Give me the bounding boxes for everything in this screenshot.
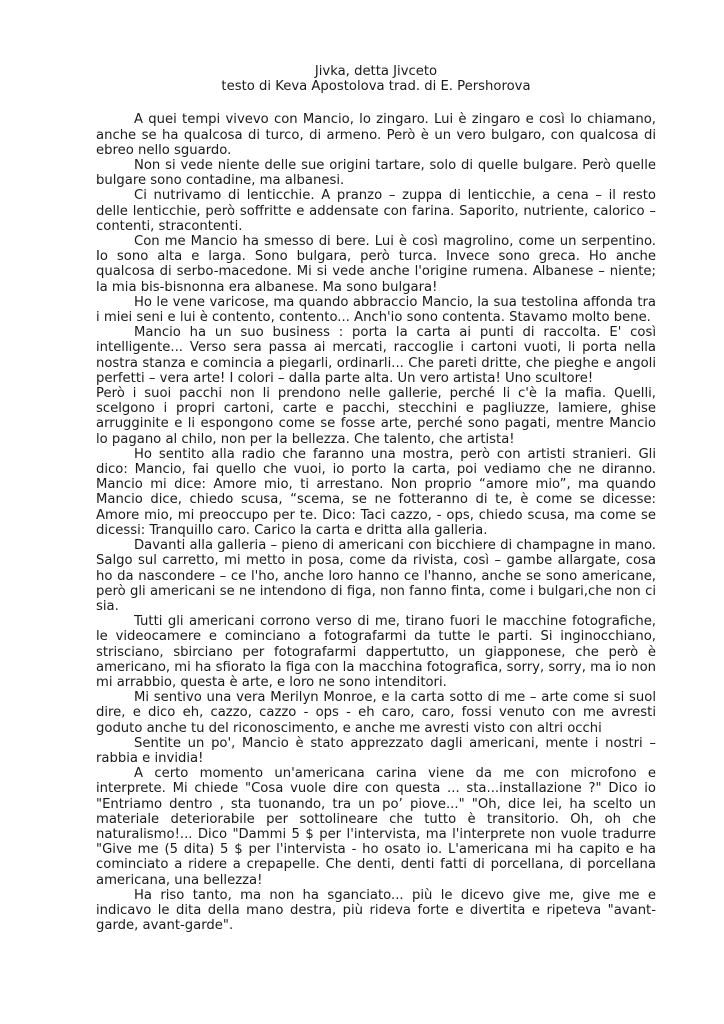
paragraph: Mi sentivo una vera Merilyn Monroe, e la carta sotto di me – arte come si suol dire, e dico eh, cazzo, cazzo - ops - eh caro, caro, fossi venuto con me avresti goduto anche tu del riconoscimento, e anche me avresti visto con altri occhi <box>96 690 656 736</box>
document-page <box>96 64 656 933</box>
paragraph: Ho le vene varicose, ma quando abbraccio Mancio, la sua testolina affonda tra i miei seni e lui è contento, contento... Anch'io sono contenta. Stavamo molto bene. <box>96 294 656 326</box>
document-title: Jivka, detta Jivceto <box>314 64 438 79</box>
paragraph: Ha riso tanto, ma non ha sganciato... più le dicevo give me, give me e indicavo le dita della mano destra, più rideva forte e divertita e ripeteva "avant-garde, avant-garde". <box>96 887 656 934</box>
paragraph: Con me Mancio ha smesso di bere. Lui è così magrolino, come un serpentino. Io sono alta e larga. Sono bulgara, però turca. Invece sono greca. Ho anche qualcosa di serbo-macedone. Mi si vede anche l'origine rumena. Albanese – niente; la mia bis-bisnonna era albanese. Ma sono bulgara! <box>96 234 656 295</box>
paragraph: Però i suoi pacchi non li prendono nelle gallerie, perché li c'è la mafia. Quelli, scelgono i propri cartoni, carte e pacchi, stecchini e pagliuzze, lamiere, ghise arrugginite e li espongono come se fosse arte, perché sono pagati, mentre Mancio lo pagano al chilo, non per la bellezza. Che talento, che artista! <box>96 386 656 447</box>
title-spacer <box>96 94 656 112</box>
paragraph: A quei tempi vivevo con Mancio, lo zingaro. Lui è zingaro e così lo chiamano, anche se ha qualcosa di turco, di armeno. Però è un vero bulgaro, con qualcosa di ebreo nello sguardo. <box>96 112 656 158</box>
paragraph: A certo momento un'americana carina viene da me con microfono e interprete. Mi chiede "Cosa vuole dire con questa ... sta...installazione ?" Dico io "Entriamo dentro , sta tuonando, tra un po’ piove..." "Oh, dice lei, ha scelto un materiale deteriorabile per sottolineare che tutto è transitorio. Oh, oh che naturalismo!... Dico "Dammi 5 $ per l'intervista, ma l'interprete non vuole tradurre "Give me (5 dita) 5 $ per l'intervista - ho osato io. L'americana mi ha capito e ha cominciato a ridere a crepapelle. Che denti, denti fatti di porcellana, di porcellana americana, una bellezza! <box>96 766 656 888</box>
paragraph: Sentite un po', Mancio è stato apprezzato dagli americani, mente i nostri – rabbia e invidia! <box>96 735 656 766</box>
paragraph: Davanti alla galleria – pieno di americani con bicchiere di champagne in mano. Salgo sul carretto, mi metto in posa, come da rivista, così – gambe allargate, cosa ho da nascondere – ce l'ho, anche loro hanno ce l'hanno, anche se sono americane, però gli americani se ne intendono di figa, non fanno finta, come i bulgari,che non ci sia. <box>96 538 656 614</box>
paragraph: Non si vede niente delle sue origini tartare, solo di quelle bulgare. Però quelle bulgare sono contadine, ma albanesi. <box>96 158 656 189</box>
paragraph: Mancio ha un suo business : porta la carta ai punti di raccolta. E' così intelligente... Verso sera passa ai mercati, raccoglie i cartoni vuoti, li porta nella nostra stanza e comincia a piegarli, ordinarli... Che pareti dritte, che pieghe e angoli perfetti – vera arte! I colori – dalla parte alta. Un vero artista! Uno scultore! <box>96 325 656 386</box>
document-body <box>96 112 656 933</box>
paragraph: Ci nutrivamo di lenticchie. A pranzo – zuppa di lenticchie, a cena – il resto delle lenticchie, però soffritte e addensate con farina. Saporito, nutriente, calorico – contenti, stracontenti. <box>96 188 656 234</box>
paragraph: Tutti gli americani corrono verso di me, tirano fuori le macchine fotografiche, le videocamere e cominciano a fotografarmi da tutte le parti. Si inginocchiano, strisciano, sbirciano per fotografarmi dappertutto, un giapponese, che però è americano, mi ha sfiorato la figa con la macchina fotografica, sorry, sorry, ma io non mi arrabbio, questa è arte, e loro ne sono intenditori. <box>96 614 656 690</box>
paragraph: Ho sentito alla radio che faranno una mostra, però con artisti stranieri. Gli dico: Mancio, fai quello che vuoi, io porto la carta, poi vediamo che ne diranno. Mancio mi dice: Amore mio, ti arrestano. Non proprio “amore mio”, ma quando Mancio dice, chiedo scusa, “scema, se ne fotteranno di te, è come se dicesse: Amore mio, mi preoccupo per te. Dico: Taci cazzo, - ops, chiedo scusa, ma come se dicessi: Tranquillo caro. Carico la carta e dritta alla galleria. <box>96 446 656 538</box>
document-subtitle: testo di Keva Apostolova trad. di E. Pershorova <box>221 79 531 95</box>
